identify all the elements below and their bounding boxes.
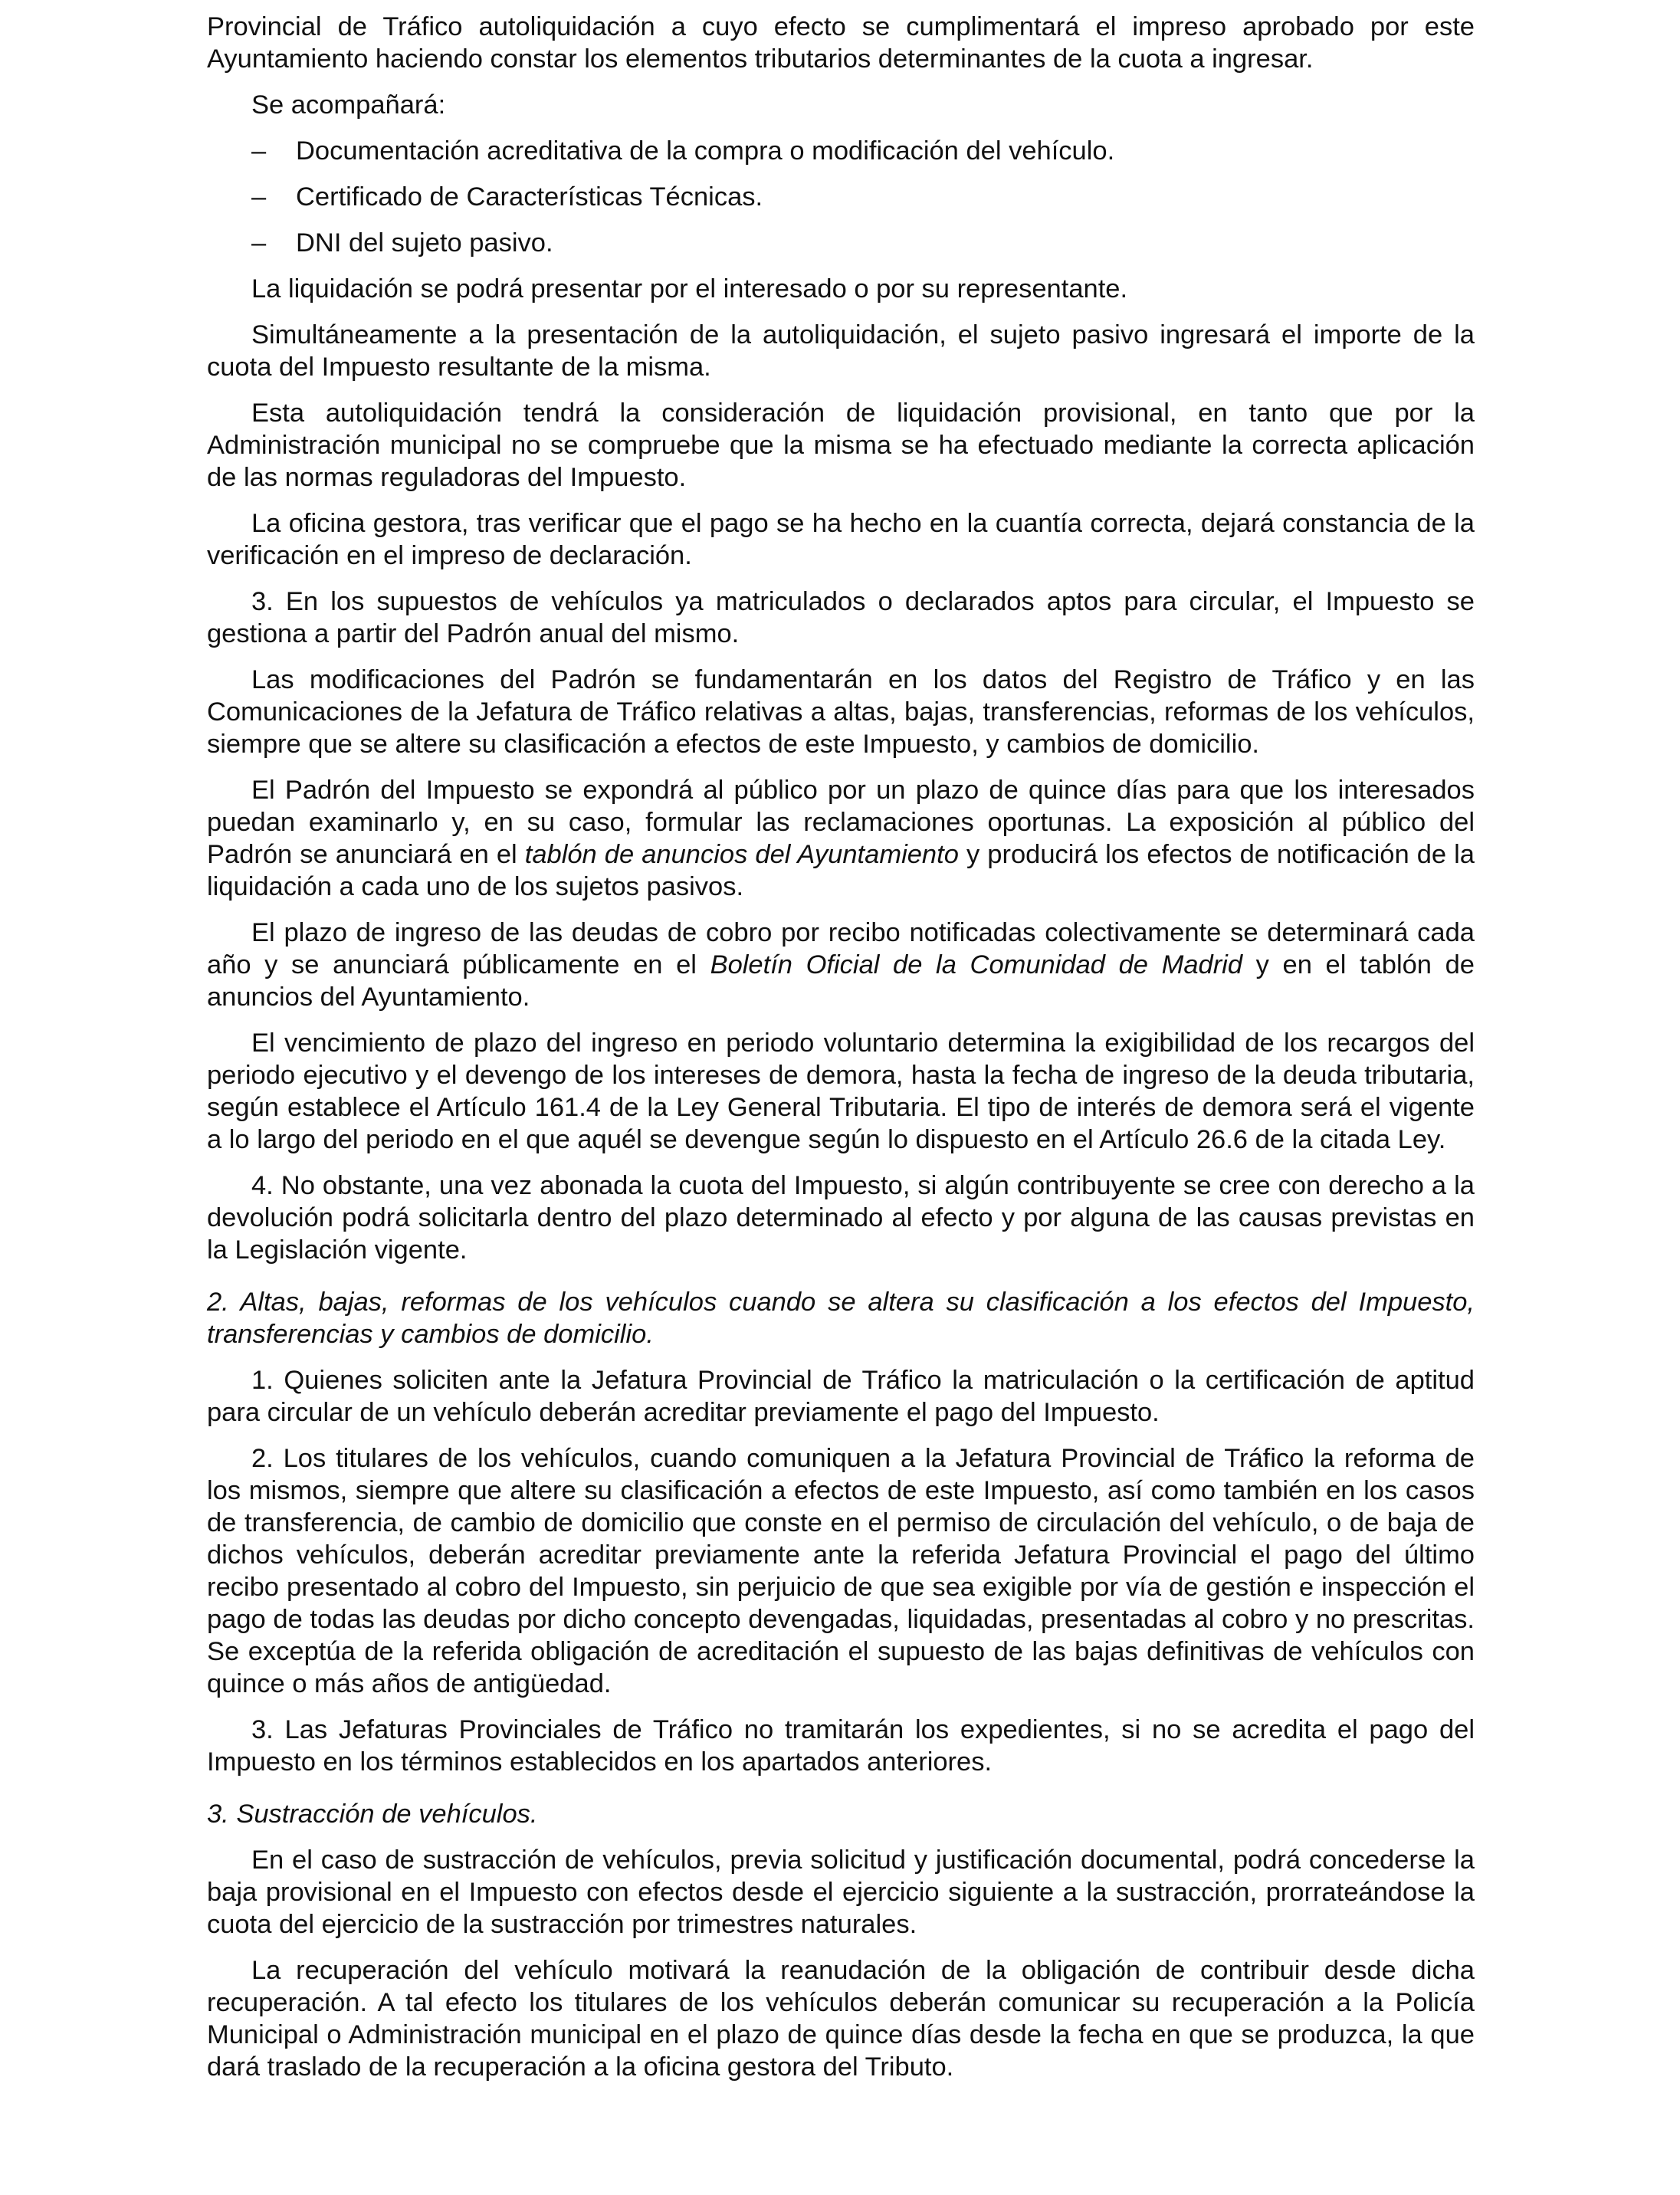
italic-reference: tablón de anuncios del Ayuntamiento (524, 840, 959, 869)
paragraph: La recuperación del vehículo motivará la reanudación de la obligación de contribuir desde dicha recuperación. A tal efecto los titulares de los vehículos deberán comunicar su recuperación a la Policía Municipal o Administración municipal en el plazo de quince días desde la fecha en que se produzca, la que dará traslado de la recuperación a la oficina gestora del Tributo. (207, 1956, 1475, 2082)
italic-reference: Boletín Oficial de la Comunidad de Madrid (710, 950, 1243, 979)
paragraph-se-acompanara: Se acompañará: (251, 90, 446, 120)
paragraph: 4. No obstante, una vez abonada la cuota del Impuesto, si algún contribuyente se cree con derecho a la devolución podrá solicitarla dentro del plazo determinado al efecto y por alguna de las causas previstas en la Legislación vigente. (207, 1171, 1475, 1265)
paragraph: La oficina gestora, tras verificar que el pago se ha hecho en la cuantía correcta, dejará constancia de la verificación en el impreso de declaración. (207, 509, 1475, 570)
paragraph-text: El plazo de ingreso de las deudas de cobro por recibo notificadas colectivamente se determinará cada año y se anunciará públicamente en el (207, 918, 1475, 979)
paragraph: En el caso de sustracción de vehículos, previa solicitud y justificación documental, podrá concederse la baja provisional en el Impuesto con efectos desde el ejercicio siguiente a la sustracción, prorrateándose la cuota del ejercicio de la sustracción por trimestres naturales. (207, 1846, 1475, 1939)
list-dash: – (251, 182, 267, 212)
section-heading-altas-bajas: 2. Altas, bajas, reformas de los vehículos cuando se altera su clasificación a los efectos del Impuesto, transferencias y cambios de domicilio. (207, 1288, 1475, 1349)
list-item-text: DNI del sujeto pasivo. (296, 228, 553, 258)
list-item (251, 135, 1475, 167)
paragraph: La liquidación se podrá presentar por el interesado o por su representante. (251, 274, 1128, 303)
list-dash: – (251, 228, 267, 258)
paragraph-padron-exposicion (207, 774, 1475, 903)
paragraph: Las modificaciones del Padrón se fundamentarán en los datos del Registro de Tráfico y en las Comunicaciones de la Jefatura de Tráfico relativas a altas, bajas, transferencias, reformas de los vehículos, siempre que se altere su clasificación a efectos de este Impuesto, y cambios de domicilio. (207, 665, 1475, 759)
list-item-text: Certificado de Características Técnicas. (296, 182, 763, 212)
paragraph-text: El Padrón del Impuesto se expondrá al público por un plazo de quince días para que los interesados puedan examinarlo y, en su caso, formular las reclamaciones oportunas. La exposición al público del Padrón se anunciará en el (207, 776, 1475, 869)
paragraph: El vencimiento de plazo del ingreso en periodo voluntario determina la exigibilidad de los recargos del periodo ejecutivo y el devengo de los intereses de demora, hasta la fecha de ingreso de la deuda tributaria, según establece el Artículo 161.4 de la Ley General Tributaria. El tipo de interés de demora será el vigente a lo largo del periodo en el que aquél se devengue según lo dispuesto en el Artículo 26.6 de la citada Ley. (207, 1029, 1475, 1154)
list-dash: – (251, 136, 267, 166)
paragraph-autoliquidacion-intro: Provincial de Tráfico autoliquidación a cuyo efecto se cumplimentará el impreso aprobado por este Ayuntamiento haciendo constar los elementos tributarios determinantes de la cuota a ingresar. (207, 12, 1475, 74)
paragraph: 1. Quienes soliciten ante la Jefatura Provincial de Tráfico la matriculación o la certificación de aptitud para circular de un vehículo deberán acreditar previamente el pago del Impuesto. (207, 1366, 1475, 1427)
list-item (251, 227, 1475, 259)
section-heading-sustraccion: 3. Sustracción de vehículos. (207, 1800, 538, 1829)
list-item-text: Documentación acreditativa de la compra o modificación del vehículo. (296, 136, 1115, 166)
paragraph: 3. En los supuestos de vehículos ya matriculados o declarados aptos para circular, el Impuesto se gestiona a partir del Padrón anual del mismo. (207, 587, 1475, 648)
paragraph: 2. Los titulares de los vehículos, cuando comuniquen a la Jefatura Provincial de Tráfico la reforma de los mismos, siempre que altere su clasificación a efectos de este Impuesto, así como también en los casos de transferencia, de cambio de domicilio que conste en el permiso de circulación del vehículo, o de baja de dichos vehículos, deberán acreditar previamente ante la referida Jefatura Provincial el pago del último recibo presentado al cobro del Impuesto, sin perjuicio de que sea exigible por vía de gestión e inspección el pago de todas las deudas por dicho concepto devengadas, liquidadas, presentadas al cobro y no prescritas. Se exceptúa de la referida obligación de acreditación el supuesto de las bajas definitivas de vehículos con quince o más años de antigüedad. (207, 1444, 1475, 1698)
paragraph: Simultáneamente a la presentación de la autoliquidación, el sujeto pasivo ingresará el importe de la cuota del Impuesto resultante de la misma. (207, 320, 1475, 382)
paragraph: 3. Las Jefaturas Provinciales de Tráfico no tramitarán los expedientes, si no se acredita el pago del Impuesto en los términos establecidos en los apartados anteriores. (207, 1715, 1475, 1777)
paragraph: Esta autoliquidación tendrá la consideración de liquidación provisional, en tanto que por la Administración municipal no se compruebe que la misma se ha efectuado mediante la correcta aplicación de las normas reguladoras del Impuesto. (207, 399, 1475, 492)
paragraph-text: y producirá los efectos de notificación de la liquidación a cada uno de los sujetos pasivos. (207, 840, 1475, 901)
document-page (207, 11, 1475, 2097)
paragraph-text: y en el tablón de anuncios del Ayuntamiento. (207, 950, 1475, 1012)
list-item (251, 181, 1475, 213)
paragraph-plazo-ingreso (207, 917, 1475, 1013)
